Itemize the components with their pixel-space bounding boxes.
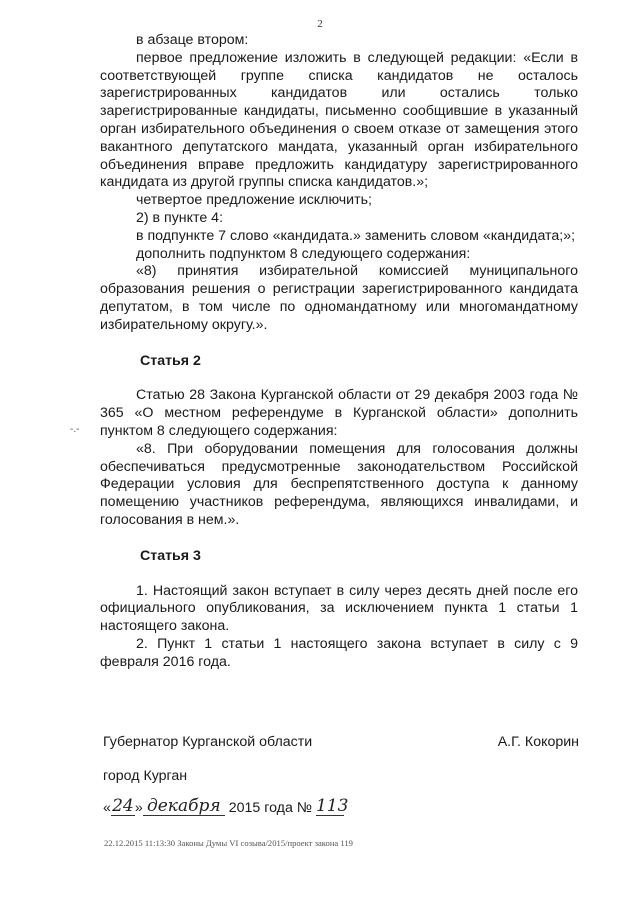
date-line bbox=[103, 796, 349, 816]
handwritten-law-number: 113 bbox=[315, 796, 349, 816]
paragraph: 1. Настоящий закон вступает в силу через десять дней после его официального опубликования, за исключением пункта 1 статьи 1 настоящего закона. bbox=[100, 582, 578, 635]
paragraph: «8) принятия избирательной комиссией муниципального образования решения о регистрации зарегистрированного кандидата депутатом, в том числе по одномандатному или многомандатному избирательному округу.». bbox=[100, 263, 578, 333]
signatory-title: Губернатор Курганской области bbox=[103, 734, 313, 750]
signature-block bbox=[103, 734, 579, 750]
handwritten-day: 24 bbox=[112, 796, 134, 816]
paragraph: Статью 28 Закона Курганской области от 29 декабря 2003 года № 365 «О местном референдуме в Курганской области» дополнить пунктом 8 следующего содержания: bbox=[100, 387, 578, 439]
paragraph: «8. При оборудовании помещения для голосования должны обеспечиваться предусмотренные законодательством Российской Федерации условия для беспрепятственного доступа к данному помещению участников референдума, являющихся инвалидами, и голосования в нем.». bbox=[100, 440, 578, 528]
article-heading: Статья 3 bbox=[140, 547, 201, 564]
page-number: 2 bbox=[317, 18, 323, 30]
paragraph: первое предложение изложить в следующей редакции: «Если в соответствующей группе списка кандидатов не осталось зарегистрированных кандидатов или остались только зарегистрированные кандидаты, письменно сообщившие в указанный орган избирательного объединения о своем отказе от замещения этого вакантного депутатского мандата, указанный орган избирательного объединения вправе предложить кандидатуру зарегистрированного кандидата из другой группы списка кандидатов.»; bbox=[100, 49, 578, 191]
open-quote: « bbox=[103, 800, 111, 816]
paragraph: в абзаце втором: bbox=[136, 32, 249, 48]
file-path-footer: 22.12.2015 11:13:30 Законы Думы VI созыва/2015/проект закона 119 bbox=[104, 838, 353, 848]
handwritten-month: декабря bbox=[143, 797, 225, 816]
signatory-name: А.Г. Кокорин bbox=[497, 734, 579, 750]
year-text: 2015 года № bbox=[224, 800, 316, 816]
document-body bbox=[100, 32, 578, 672]
paragraph: 2. Пункт 1 статьи 1 настоящего закона вступает в силу с 9 февраля 2016 года. bbox=[100, 635, 578, 670]
article-heading: Статья 2 bbox=[140, 352, 201, 369]
margin-mark: -.- bbox=[70, 424, 80, 435]
paragraph: 2) в пункте 4: bbox=[136, 209, 224, 226]
city-line: город Курган bbox=[103, 768, 188, 784]
paragraph: в подпункте 7 слово «кандидата.» заменить словом «кандидата;»; bbox=[136, 227, 576, 244]
paragraph: четвертое предложение исключить; bbox=[136, 192, 372, 209]
close-quote: » bbox=[134, 800, 143, 816]
paragraph: дополнить подпунктом 8 следующего содержания: bbox=[136, 245, 471, 262]
